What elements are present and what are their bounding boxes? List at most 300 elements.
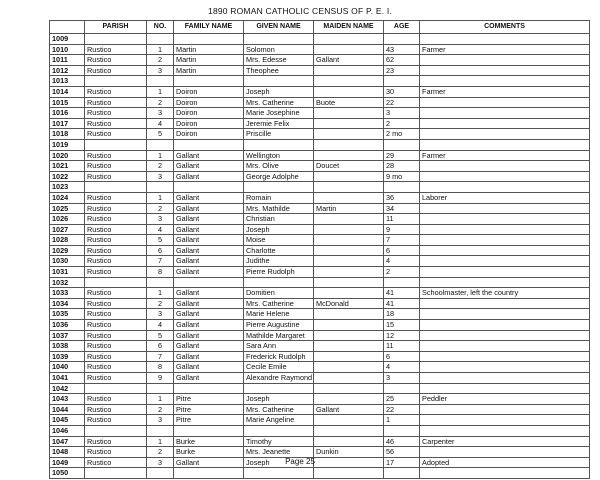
table-row <box>50 394 590 405</box>
cell-given-name <box>244 34 314 45</box>
cell-family-name: Gallant <box>174 298 244 309</box>
cell-comments: Farmer <box>420 150 590 161</box>
census-table <box>49 20 590 479</box>
cell-maiden-name <box>314 192 384 203</box>
cell-row-id: 1025 <box>50 203 85 214</box>
cell-member-no <box>147 383 174 394</box>
cell-row-id: 1049 <box>50 457 85 468</box>
cell-member-no: 3 <box>147 309 174 320</box>
cell-given-name <box>244 277 314 288</box>
cell-given-name: Pierre Augustine <box>244 320 314 331</box>
table-row <box>50 330 590 341</box>
cell-member-no: 2 <box>147 55 174 66</box>
table-row <box>50 171 590 182</box>
cell-given-name: Mrs. Jeanette <box>244 447 314 458</box>
table-row <box>50 404 590 415</box>
page-number: Page 25 <box>285 457 315 466</box>
cell-given-name: Marie Josephine <box>244 108 314 119</box>
cell-comments: Peddler <box>420 394 590 405</box>
cell-family-name: Gallant <box>174 224 244 235</box>
cell-given-name <box>244 425 314 436</box>
header-comments: COMMENTS <box>420 21 590 34</box>
cell-row-id: 1034 <box>50 298 85 309</box>
cell-row-id: 1015 <box>50 97 85 108</box>
cell-family-name: Doiron <box>174 129 244 140</box>
cell-family-name: Pitre <box>174 404 244 415</box>
cell-given-name: Pierre Rudolph <box>244 267 314 278</box>
cell-age: 25 <box>384 394 420 405</box>
cell-maiden-name <box>314 383 384 394</box>
table-row <box>50 65 590 76</box>
cell-member-no: 2 <box>147 298 174 309</box>
table-row <box>50 55 590 66</box>
table-row <box>50 76 590 87</box>
header-family-name: FAMILY NAME <box>174 21 244 34</box>
cell-age: 18 <box>384 309 420 320</box>
cell-family-name: Martin <box>174 65 244 76</box>
cell-age: 28 <box>384 161 420 172</box>
cell-age <box>384 277 420 288</box>
cell-maiden-name <box>314 65 384 76</box>
cell-parish: Rustico <box>85 192 147 203</box>
cell-family-name: Gallant <box>174 171 244 182</box>
cell-age: 4 <box>384 362 420 373</box>
table-row <box>50 362 590 373</box>
cell-comments <box>420 161 590 172</box>
cell-family-name <box>174 468 244 479</box>
cell-comments <box>420 76 590 87</box>
cell-parish <box>85 468 147 479</box>
cell-family-name: Gallant <box>174 288 244 299</box>
cell-comments <box>420 224 590 235</box>
cell-member-no: 2 <box>147 404 174 415</box>
cell-member-no <box>147 277 174 288</box>
cell-age: 46 <box>384 436 420 447</box>
cell-maiden-name <box>314 214 384 225</box>
cell-family-name: Gallant <box>174 267 244 278</box>
cell-family-name: Gallant <box>174 214 244 225</box>
header-row-id <box>50 21 85 34</box>
cell-maiden-name: Buote <box>314 97 384 108</box>
cell-age <box>384 139 420 150</box>
cell-row-id: 1022 <box>50 171 85 182</box>
cell-parish <box>85 425 147 436</box>
cell-row-id: 1024 <box>50 192 85 203</box>
header-maiden-name: MAIDEN NAME <box>314 21 384 34</box>
cell-age: 7 <box>384 235 420 246</box>
cell-member-no <box>147 468 174 479</box>
cell-row-id: 1037 <box>50 330 85 341</box>
cell-given-name: Timothy <box>244 436 314 447</box>
table-row <box>50 235 590 246</box>
cell-age: 1 <box>384 415 420 426</box>
cell-maiden-name <box>314 139 384 150</box>
cell-row-id: 1028 <box>50 235 85 246</box>
cell-given-name: Domitien <box>244 288 314 299</box>
cell-row-id: 1009 <box>50 34 85 45</box>
table-row <box>50 203 590 214</box>
cell-given-name: Mathilde Margaret <box>244 330 314 341</box>
cell-age: 41 <box>384 298 420 309</box>
cell-maiden-name: Gallant <box>314 404 384 415</box>
table-header-row <box>50 21 590 34</box>
cell-member-no: 4 <box>147 118 174 129</box>
cell-family-name: Gallant <box>174 192 244 203</box>
cell-parish: Rustico <box>85 108 147 119</box>
cell-row-id: 1011 <box>50 55 85 66</box>
cell-family-name: Pitre <box>174 415 244 426</box>
cell-parish: Rustico <box>85 44 147 55</box>
cell-comments <box>420 267 590 278</box>
cell-age <box>384 468 420 479</box>
cell-maiden-name <box>314 394 384 405</box>
cell-given-name: Mrs. Catherine <box>244 298 314 309</box>
cell-comments <box>420 55 590 66</box>
cell-family-name: Gallant <box>174 203 244 214</box>
cell-family-name: Gallant <box>174 457 244 468</box>
cell-family-name <box>174 277 244 288</box>
cell-maiden-name <box>314 256 384 267</box>
table-row <box>50 298 590 309</box>
cell-row-id: 1050 <box>50 468 85 479</box>
cell-row-id: 1016 <box>50 108 85 119</box>
cell-comments <box>420 298 590 309</box>
cell-parish: Rustico <box>85 256 147 267</box>
table-row <box>50 256 590 267</box>
table-row <box>50 86 590 97</box>
cell-given-name: Mrs. Edesse <box>244 55 314 66</box>
cell-comments <box>420 245 590 256</box>
table-row <box>50 34 590 45</box>
cell-row-id: 1014 <box>50 86 85 97</box>
cell-given-name: Frederick Rudolph <box>244 351 314 362</box>
cell-age: 23 <box>384 65 420 76</box>
cell-comments <box>420 341 590 352</box>
cell-member-no: 1 <box>147 86 174 97</box>
cell-maiden-name <box>314 235 384 246</box>
cell-member-no: 1 <box>147 192 174 203</box>
cell-given-name: Cecile Emile <box>244 362 314 373</box>
table-row <box>50 267 590 278</box>
cell-family-name <box>174 182 244 193</box>
cell-given-name <box>244 383 314 394</box>
table-row <box>50 341 590 352</box>
cell-member-no: 5 <box>147 235 174 246</box>
cell-maiden-name <box>314 150 384 161</box>
cell-comments <box>420 214 590 225</box>
cell-row-id: 1047 <box>50 436 85 447</box>
cell-family-name: Gallant <box>174 351 244 362</box>
cell-given-name: Solomon <box>244 44 314 55</box>
cell-given-name: Joseph <box>244 457 314 468</box>
cell-maiden-name <box>314 351 384 362</box>
cell-age: 43 <box>384 44 420 55</box>
cell-comments <box>420 277 590 288</box>
cell-age: 11 <box>384 214 420 225</box>
cell-member-no <box>147 76 174 87</box>
cell-age: 22 <box>384 97 420 108</box>
cell-family-name <box>174 34 244 45</box>
cell-parish: Rustico <box>85 436 147 447</box>
cell-row-id: 1018 <box>50 129 85 140</box>
table-row <box>50 139 590 150</box>
cell-comments: Farmer <box>420 86 590 97</box>
cell-comments <box>420 404 590 415</box>
cell-given-name: Marie Helene <box>244 309 314 320</box>
cell-row-id: 1029 <box>50 245 85 256</box>
cell-family-name: Gallant <box>174 341 244 352</box>
cell-parish: Rustico <box>85 330 147 341</box>
cell-parish: Rustico <box>85 267 147 278</box>
cell-parish: Rustico <box>85 415 147 426</box>
cell-maiden-name <box>314 34 384 45</box>
cell-maiden-name <box>314 373 384 384</box>
table-row <box>50 182 590 193</box>
cell-row-id: 1045 <box>50 415 85 426</box>
cell-member-no: 7 <box>147 351 174 362</box>
cell-age: 4 <box>384 256 420 267</box>
cell-member-no: 2 <box>147 203 174 214</box>
table-row <box>50 245 590 256</box>
table-row <box>50 288 590 299</box>
cell-row-id: 1036 <box>50 320 85 331</box>
cell-member-no: 2 <box>147 97 174 108</box>
cell-comments <box>420 203 590 214</box>
cell-comments: Adopted <box>420 457 590 468</box>
cell-row-id: 1033 <box>50 288 85 299</box>
cell-age: 3 <box>384 108 420 119</box>
cell-row-id: 1030 <box>50 256 85 267</box>
cell-row-id: 1023 <box>50 182 85 193</box>
cell-age: 30 <box>384 86 420 97</box>
cell-member-no: 2 <box>147 161 174 172</box>
cell-parish <box>85 182 147 193</box>
cell-row-id: 1026 <box>50 214 85 225</box>
cell-family-name: Gallant <box>174 150 244 161</box>
cell-parish: Rustico <box>85 245 147 256</box>
cell-given-name <box>244 182 314 193</box>
cell-row-id: 1019 <box>50 139 85 150</box>
cell-comments <box>420 362 590 373</box>
cell-parish: Rustico <box>85 129 147 140</box>
cell-family-name: Gallant <box>174 245 244 256</box>
cell-member-no: 8 <box>147 267 174 278</box>
cell-maiden-name <box>314 224 384 235</box>
cell-maiden-name <box>314 425 384 436</box>
cell-parish: Rustico <box>85 447 147 458</box>
cell-comments <box>420 129 590 140</box>
cell-comments <box>420 97 590 108</box>
cell-maiden-name: McDonald <box>314 298 384 309</box>
cell-maiden-name <box>314 76 384 87</box>
cell-given-name <box>244 76 314 87</box>
cell-comments <box>420 309 590 320</box>
cell-age: 17 <box>384 457 420 468</box>
cell-family-name <box>174 425 244 436</box>
cell-maiden-name <box>314 341 384 352</box>
cell-member-no <box>147 425 174 436</box>
table-row <box>50 129 590 140</box>
table-row <box>50 277 590 288</box>
cell-given-name: Judithe <box>244 256 314 267</box>
cell-member-no: 4 <box>147 224 174 235</box>
cell-parish: Rustico <box>85 214 147 225</box>
cell-family-name: Burke <box>174 447 244 458</box>
cell-age <box>384 182 420 193</box>
cell-row-id: 1032 <box>50 277 85 288</box>
cell-parish: Rustico <box>85 86 147 97</box>
cell-row-id: 1039 <box>50 351 85 362</box>
table-row <box>50 44 590 55</box>
cell-comments <box>420 182 590 193</box>
cell-row-id: 1046 <box>50 425 85 436</box>
table-row <box>50 108 590 119</box>
header-parish: PARISH <box>85 21 147 34</box>
cell-row-id: 1021 <box>50 161 85 172</box>
cell-age: 2 <box>384 267 420 278</box>
cell-given-name: Joseph <box>244 394 314 405</box>
census-table-body <box>50 34 590 479</box>
cell-comments <box>420 235 590 246</box>
cell-given-name: Jeremie Felix <box>244 118 314 129</box>
cell-maiden-name <box>314 288 384 299</box>
cell-age <box>384 383 420 394</box>
cell-comments: Schoolmaster, left the country <box>420 288 590 299</box>
cell-maiden-name <box>314 309 384 320</box>
cell-member-no: 6 <box>147 341 174 352</box>
cell-parish: Rustico <box>85 320 147 331</box>
cell-age: 62 <box>384 55 420 66</box>
header-age: AGE <box>384 21 420 34</box>
cell-family-name: Gallant <box>174 373 244 384</box>
cell-family-name: Martin <box>174 44 244 55</box>
cell-family-name: Burke <box>174 436 244 447</box>
cell-member-no: 1 <box>147 394 174 405</box>
cell-maiden-name: Gallant <box>314 55 384 66</box>
cell-age: 12 <box>384 330 420 341</box>
cell-maiden-name <box>314 277 384 288</box>
cell-member-no <box>147 139 174 150</box>
cell-member-no: 5 <box>147 129 174 140</box>
cell-maiden-name <box>314 44 384 55</box>
cell-comments <box>420 171 590 182</box>
cell-comments <box>420 447 590 458</box>
cell-parish: Rustico <box>85 150 147 161</box>
cell-given-name: Romain <box>244 192 314 203</box>
cell-age <box>384 34 420 45</box>
cell-member-no: 3 <box>147 65 174 76</box>
cell-row-id: 1027 <box>50 224 85 235</box>
cell-maiden-name <box>314 436 384 447</box>
cell-row-id: 1044 <box>50 404 85 415</box>
cell-parish: Rustico <box>85 404 147 415</box>
cell-parish: Rustico <box>85 171 147 182</box>
cell-member-no: 3 <box>147 108 174 119</box>
cell-given-name: Mrs. Mathilde <box>244 203 314 214</box>
cell-comments <box>420 139 590 150</box>
cell-given-name <box>244 468 314 479</box>
cell-given-name: Moise <box>244 235 314 246</box>
cell-row-id: 1013 <box>50 76 85 87</box>
cell-comments <box>420 330 590 341</box>
table-row <box>50 320 590 331</box>
cell-family-name: Gallant <box>174 362 244 373</box>
cell-maiden-name: Doucet <box>314 161 384 172</box>
cell-parish: Rustico <box>85 235 147 246</box>
table-row <box>50 351 590 362</box>
cell-parish: Rustico <box>85 224 147 235</box>
cell-family-name: Gallant <box>174 309 244 320</box>
cell-family-name: Martin <box>174 55 244 66</box>
cell-maiden-name <box>314 320 384 331</box>
cell-family-name <box>174 76 244 87</box>
cell-parish: Rustico <box>85 97 147 108</box>
cell-row-id: 1042 <box>50 383 85 394</box>
table-row <box>50 425 590 436</box>
cell-age: 3 <box>384 373 420 384</box>
cell-member-no: 5 <box>147 330 174 341</box>
cell-age <box>384 76 420 87</box>
table-row <box>50 97 590 108</box>
cell-row-id: 1017 <box>50 118 85 129</box>
cell-family-name: Pitre <box>174 394 244 405</box>
cell-given-name: Joseph <box>244 86 314 97</box>
cell-comments <box>420 320 590 331</box>
cell-given-name: Mrs. Catherine <box>244 97 314 108</box>
cell-family-name: Gallant <box>174 256 244 267</box>
table-row <box>50 224 590 235</box>
cell-row-id: 1048 <box>50 447 85 458</box>
cell-maiden-name <box>314 362 384 373</box>
cell-age: 2 mo <box>384 129 420 140</box>
cell-maiden-name: Dunkin <box>314 447 384 458</box>
cell-comments <box>420 351 590 362</box>
cell-maiden-name <box>314 108 384 119</box>
cell-maiden-name <box>314 86 384 97</box>
header-given-name: GIVEN NAME <box>244 21 314 34</box>
cell-comments: Farmer <box>420 44 590 55</box>
cell-age: 22 <box>384 404 420 415</box>
cell-given-name: Mrs. Olive <box>244 161 314 172</box>
cell-age: 11 <box>384 341 420 352</box>
cell-maiden-name <box>314 468 384 479</box>
cell-comments <box>420 425 590 436</box>
cell-maiden-name <box>314 415 384 426</box>
cell-row-id: 1041 <box>50 373 85 384</box>
cell-member-no: 1 <box>147 44 174 55</box>
cell-member-no <box>147 34 174 45</box>
table-row <box>50 373 590 384</box>
cell-family-name: Doiron <box>174 108 244 119</box>
cell-age: 36 <box>384 192 420 203</box>
cell-parish <box>85 76 147 87</box>
cell-member-no: 7 <box>147 256 174 267</box>
cell-given-name <box>244 139 314 150</box>
cell-age: 2 <box>384 118 420 129</box>
cell-parish <box>85 34 147 45</box>
table-row <box>50 415 590 426</box>
table-row <box>50 150 590 161</box>
header-no: NO. <box>147 21 174 34</box>
cell-parish: Rustico <box>85 65 147 76</box>
cell-age: 34 <box>384 203 420 214</box>
cell-member-no: 9 <box>147 373 174 384</box>
cell-comments <box>420 256 590 267</box>
cell-family-name: Gallant <box>174 330 244 341</box>
cell-maiden-name <box>314 245 384 256</box>
table-row <box>50 383 590 394</box>
cell-parish: Rustico <box>85 341 147 352</box>
